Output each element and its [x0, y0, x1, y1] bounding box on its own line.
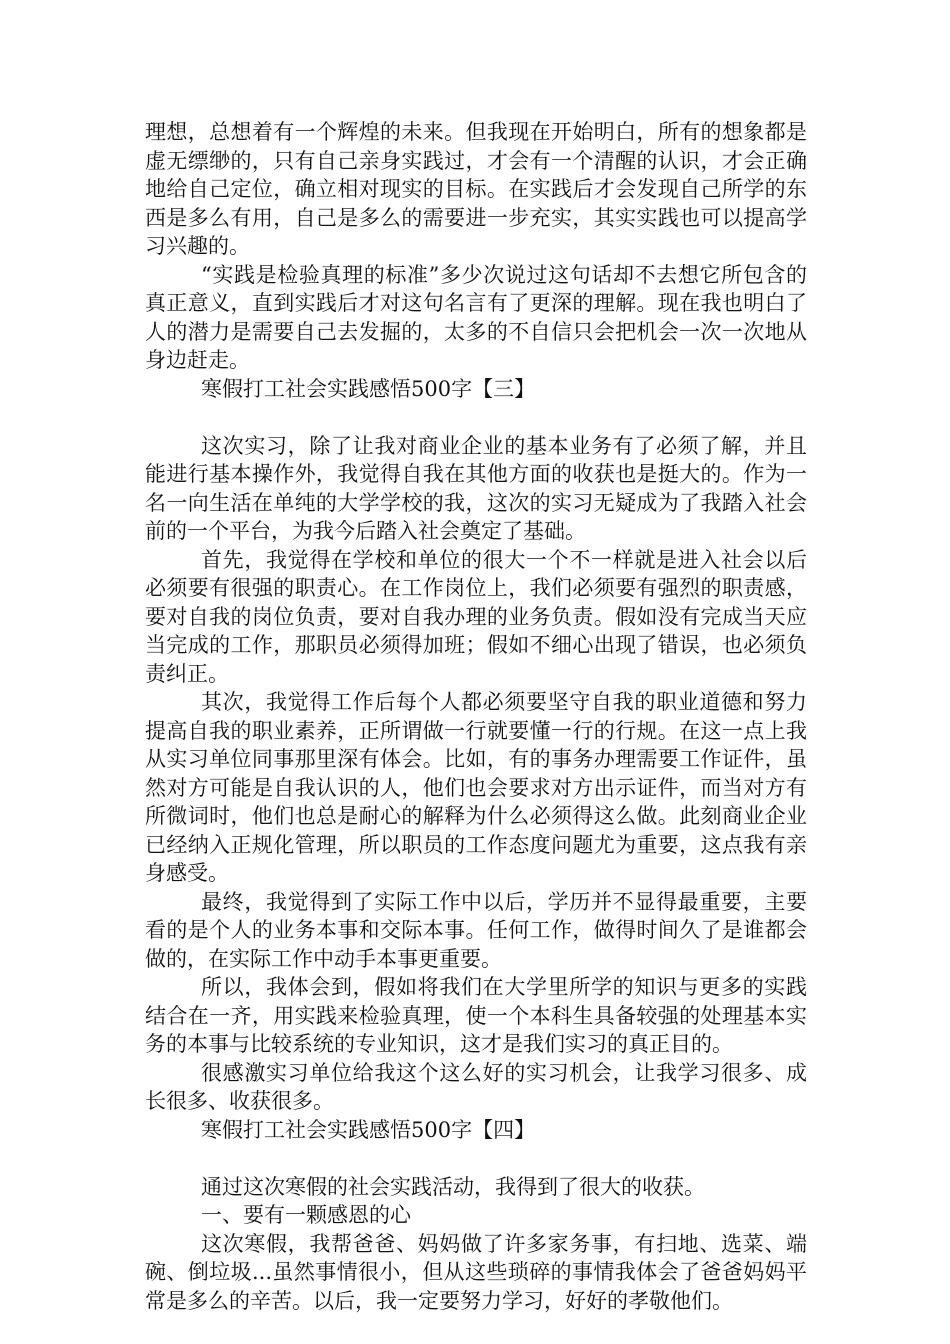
paragraph-therefore: 所以，我体会到，假如将我们在大学里所学的知识与更多的实践结合在一齐，用实践来检验真理，使一个本科生具备较强的处理基本实务的本事与比较系统的专业知识，这才是我们实习的真正目的。 — [145, 975, 807, 1056]
section-heading-four: 寒假打工社会实践感悟500字【四】 — [201, 1117, 536, 1142]
paragraph-practice-truth: “实践是检验真理的标准”多少次说过这句话却不去想它所包含的真正意义，直到实践后才对这句名言有了更深的理解。现在我也明白了人的潜力是需要自己去发掘的，太多的不自信只会把机会一次一次地从身边赶走。 — [145, 262, 807, 372]
paragraph-internship-intro: 这次实习，除了让我对商业企业的基本业务有了必须了解，并且能进行基本操作外，我觉得自我在其他方面的收获也是挺大的。作为一名一向生活在单纯的大学学校的我，这次的实习无疑成为了我踏入社会前的一个平台，为我今后踏入社会奠定了基础。 — [145, 433, 807, 543]
paragraph-finally: 最终，我觉得到了实际工作中以后，学历并不显得最重要，主要看的是个人的业务本事和交际本事。任何工作，做得时间久了是谁都会做的，在实际工作中动手本事更重要。 — [145, 889, 807, 971]
paragraph-first: 首先，我觉得在学校和单位的很大一个不一样就是进入社会以后必须要有很强的职责心。在工作岗位上，我们必须要有强烈的职责感，要对自我的岗位负责，要对自我办理的业务负责。假如没有完成当天应当完成的工作，那职员必须得加班；假如不细心出现了错误，也必须负责纠正。 — [145, 547, 807, 686]
subheading-grateful-heart: 一、要有一颗感恩的心 — [201, 1203, 411, 1227]
paragraph-winter-intro: 通过这次寒假的社会实践活动，我得到了很大的收获。 — [201, 1174, 705, 1199]
blank-line — [145, 403, 807, 432]
document-page — [145, 118, 807, 1315]
paragraph-second: 其次，我觉得工作后每个人都必须要坚守自我的职业道德和努力提高自我的职业素养，正所谓做一行就要懂一行的行规。在这一点上我从实习单位同事那里深有体会。比如，有的事务办理需要工作证件，虽然对方可能是自我认识的人，他们也会要求对方出示证件，而当对方有所微词时，他们也总是耐心的解释为什么必须得这么做。此刻商业企业已经纳入正规化管理，所以职员的工作态度问题尤为重要，这点我有亲身感受。 — [145, 690, 807, 885]
blank-line — [145, 1144, 807, 1173]
paragraph-continuation: 理想，总想着有一个辉煌的未来。但我现在开始明白，所有的想象都是虚无缥缈的，只有自己亲身实践过，才会有一个清醒的认识，才会正确地给自己定位，确立相对现实的目标。在实践后才会发现自己所学的东西是多么有用，自己是多么的需要进一步充实，其实实践也可以提高学习兴趣的。 — [145, 120, 807, 258]
paragraph-thanks: 很感激实习单位给我这个这么好的实习机会，让我学习很多、成长很多、收获很多。 — [145, 1060, 807, 1113]
paragraph-housework: 这次寒假，我帮爸爸、妈妈做了许多家务事，有扫地、选菜、端碗、倒垃圾...虽然事情很小，但从这些琐碎的事情我体会了爸爸妈妈平常是多么的辛苦。以后，我一定要努力学习，好好的孝敬他们。 — [145, 1231, 807, 1313]
section-heading-three: 寒假打工社会实践感悟500字【三】 — [201, 376, 536, 401]
